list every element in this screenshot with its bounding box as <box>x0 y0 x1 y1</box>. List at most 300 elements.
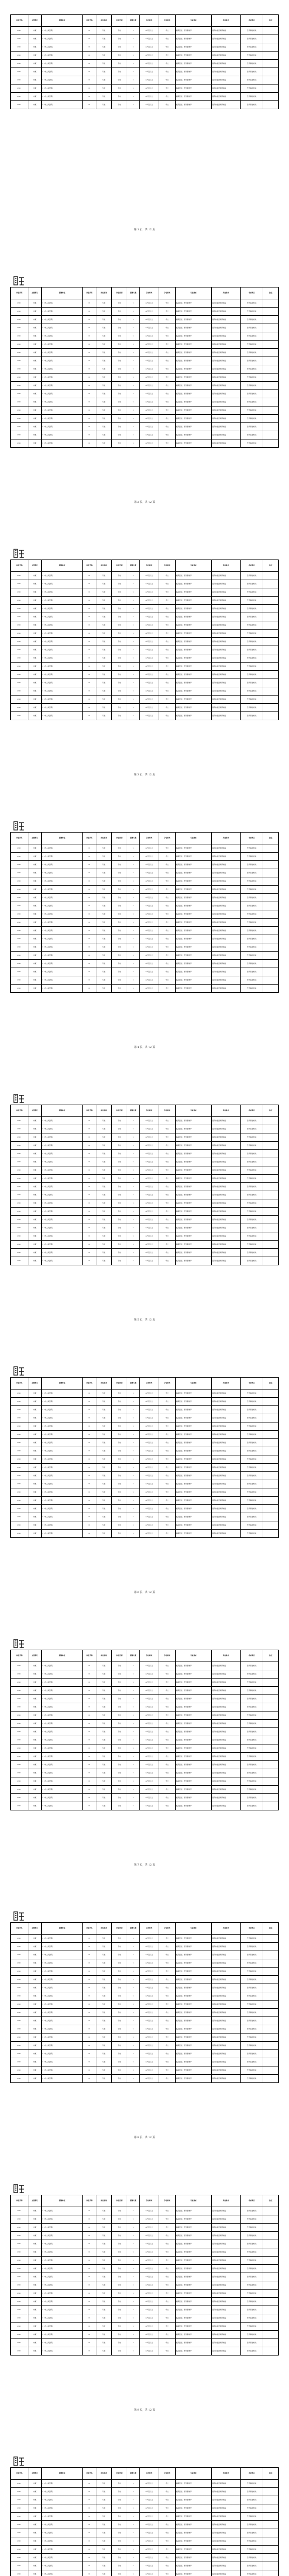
table-cell: 市属 <box>28 2537 42 2546</box>
table-cell <box>263 2215 279 2224</box>
column-header: 主管部门 <box>28 287 42 299</box>
table-cell: 2021 <box>11 1521 28 1530</box>
table-cell: 2021 <box>11 2207 28 2215</box>
table-cell: 学士 <box>159 935 176 943</box>
table-cell: 2021 <box>11 960 28 968</box>
column-header: 备注 <box>263 2468 279 2480</box>
table-cell: 学士 <box>159 1968 176 1976</box>
table-cell: 01 <box>83 27 96 35</box>
column-header: 单位代码 <box>11 1378 28 1389</box>
table-cell: 临床医学、医学影像学 <box>176 2537 212 2546</box>
table-row <box>11 613 279 621</box>
table-cell: 学士 <box>159 1959 176 1968</box>
table-cell <box>263 2546 279 2554</box>
table-row <box>11 2281 279 2290</box>
table-cell: 本科及以上 <box>140 1703 159 1711</box>
table-cell: 临床医学、医学影像学 <box>176 1976 212 1984</box>
table-cell: 01 <box>83 431 96 439</box>
table-cell: 2021 <box>11 2025 28 2033</box>
table-cell: 具有执业医师资格证 <box>212 2257 241 2265</box>
table-cell: 医学基础知识 <box>241 439 263 448</box>
table-cell: 临床医学、医学影像学 <box>176 1662 212 1670</box>
table-cell: 临床医学、医学影像学 <box>176 2240 212 2248</box>
table-cell: 具有执业医师资格证 <box>212 316 241 324</box>
table-cell: 专技 <box>96 1117 112 1125</box>
table-cell: 临床医学、医学影像学 <box>176 76 212 84</box>
table-cell: 2021 <box>11 2257 28 2265</box>
table-cell: 临床医学、医学影像学 <box>176 1968 212 1976</box>
table-cell: 2021 <box>11 2232 28 2240</box>
table-cell: 学士 <box>159 1943 176 1951</box>
table-cell <box>263 76 279 84</box>
table-cell: 1 <box>127 2042 140 2050</box>
table-cell: 学士 <box>159 712 176 720</box>
table-cell: 医学基础知识 <box>241 341 263 349</box>
table-cell: 医学基础知识 <box>241 2331 263 2339</box>
table-cell: 专技 <box>112 2570 127 2576</box>
table-cell: 1 <box>127 60 140 68</box>
column-header: 专业要求 <box>176 2468 212 2480</box>
table-cell: ××市人民医院 <box>42 919 83 927</box>
table-cell: ××市人民医院 <box>42 1744 83 1753</box>
table-cell: 学士 <box>159 398 176 406</box>
column-header: 单位代码 <box>11 15 28 27</box>
table-cell: 1 <box>127 886 140 894</box>
table-cell: 专技 <box>112 2066 127 2075</box>
table-cell: 市属 <box>28 1150 42 1158</box>
table-cell: 01 <box>83 2529 96 2537</box>
table-cell: 医学基础知识 <box>241 2537 263 2546</box>
table-cell: ××市人民医院 <box>42 101 83 109</box>
table-cell: 01 <box>83 60 96 68</box>
table-cell: 2021 <box>11 1175 28 1183</box>
table-cell: ××市人民医院 <box>42 1472 83 1480</box>
table-cell: 2021 <box>11 1249 28 1257</box>
table-cell: 专技 <box>96 1943 112 1951</box>
table-cell: 本科及以上 <box>140 1505 159 1513</box>
table-cell: 2021 <box>11 943 28 952</box>
column-header: 单位代码 <box>11 2468 28 2480</box>
table-cell: 专技 <box>96 2488 112 2496</box>
table-cell: 学士 <box>159 2066 176 2075</box>
table-cell: 本科及以上 <box>140 943 159 952</box>
table-row <box>11 687 279 696</box>
table-cell: 临床医学、医学影像学 <box>176 1777 212 1786</box>
table-cell: 专技 <box>96 1241 112 1249</box>
table-cell: 本科及以上 <box>140 1984 159 1992</box>
table-cell: 具有执业医师资格证 <box>212 365 241 374</box>
table-cell: ××市人民医院 <box>42 423 83 431</box>
table-cell: 1 <box>127 976 140 985</box>
table-cell: 临床医学、医学影像学 <box>176 1488 212 1497</box>
table-cell: 专技 <box>96 1431 112 1439</box>
table-cell: 01 <box>83 2001 96 2009</box>
table-row <box>11 1472 279 1480</box>
table-header-row <box>11 1650 279 1662</box>
table-cell <box>263 861 279 869</box>
table-cell: 临床医学、医学影像学 <box>176 1199 212 1208</box>
column-header: 招聘单位 <box>42 1650 83 1662</box>
table-cell: 医学基础知识 <box>241 1216 263 1224</box>
table-row <box>11 1992 279 2001</box>
table-cell: 本科及以上 <box>140 1968 159 1976</box>
table-header-row <box>11 2468 279 2480</box>
column-header: 岗位类别 <box>112 1650 127 1662</box>
table-cell: ××市人民医院 <box>42 357 83 365</box>
table-cell <box>263 2240 279 2248</box>
table-row <box>11 406 279 415</box>
table-cell: 临床医学、医学影像学 <box>176 1241 212 1249</box>
table-cell: 本科及以上 <box>140 1191 159 1199</box>
table-cell: 临床医学、医学影像学 <box>176 1183 212 1191</box>
table-cell: ××市人民医院 <box>42 27 83 35</box>
table-cell: 专技 <box>112 2017 127 2025</box>
table-cell: 1 <box>127 2273 140 2281</box>
table-cell: ××市人民医院 <box>42 1753 83 1761</box>
table-cell: 医学基础知识 <box>241 1414 263 1422</box>
table-cell: 医学基础知识 <box>241 1439 263 1447</box>
table-cell: 临床医学、医学影像学 <box>176 1191 212 1199</box>
column-header: 其他条件 <box>212 1378 241 1389</box>
table-cell: 临床医学、医学影像学 <box>176 332 212 341</box>
table-row <box>11 382 279 390</box>
table-cell: 01 <box>83 341 96 349</box>
table-cell: 2021 <box>11 1786 28 1794</box>
table-cell: 01 <box>83 1794 96 1802</box>
column-header: 岗位代码 <box>83 1650 96 1662</box>
table-cell: 医学基础知识 <box>241 27 263 35</box>
table-cell: 学士 <box>159 324 176 332</box>
table-cell: 学士 <box>159 2058 176 2066</box>
column-header: 岗位名称 <box>96 1378 112 1389</box>
column-header: 主管部门 <box>28 2468 42 2480</box>
table-cell: 1 <box>127 679 140 687</box>
table-cell: 专技 <box>96 324 112 332</box>
table-cell: 专技 <box>112 2546 127 2554</box>
table-cell: ××市人民医院 <box>42 2513 83 2521</box>
table-cell <box>263 1389 279 1398</box>
table-cell: 市属 <box>28 1992 42 2001</box>
table-cell: 01 <box>83 1414 96 1422</box>
table-cell <box>263 1943 279 1951</box>
table-cell: 2021 <box>11 1464 28 1472</box>
table-cell: 1 <box>127 2570 140 2576</box>
table-cell: 临床医学、医学影像学 <box>176 1753 212 1761</box>
table-cell: 医学基础知识 <box>241 869 263 877</box>
table-cell: 市属 <box>28 1422 42 1431</box>
table-cell: ××市人民医院 <box>42 1166 83 1175</box>
table-cell: ××市人民医院 <box>42 308 83 316</box>
table-cell: 专技 <box>112 1670 127 1679</box>
table-cell <box>263 390 279 398</box>
table-cell: 1 <box>127 1744 140 1753</box>
table-cell: 01 <box>83 2496 96 2504</box>
table-cell: 医学基础知识 <box>241 2562 263 2570</box>
table-cell: 市属 <box>28 2496 42 2504</box>
table-row <box>11 952 279 960</box>
table-cell: 本科及以上 <box>140 1422 159 1431</box>
table-cell: 01 <box>83 696 96 704</box>
table-cell: 临床医学、医学影像学 <box>176 1414 212 1422</box>
column-header: 学位要求 <box>159 1650 176 1662</box>
table-cell: 学士 <box>159 349 176 357</box>
table-cell: 临床医学、医学影像学 <box>176 2001 212 2009</box>
table-cell: 市属 <box>28 2207 42 2215</box>
table-cell: 01 <box>83 1505 96 1513</box>
table-cell: 临床医学、医学影像学 <box>176 985 212 993</box>
table-cell: 医学基础知识 <box>241 299 263 308</box>
table-cell: ××市人民医院 <box>42 2009 83 2017</box>
table-cell: 市属 <box>28 1142 42 1150</box>
table-cell: 专技 <box>112 2290 127 2298</box>
column-header: 岗位名称 <box>96 833 112 844</box>
table-cell: 市属 <box>28 2504 42 2513</box>
table-cell: 本科及以上 <box>140 2066 159 2075</box>
table-cell: 专技 <box>96 679 112 687</box>
recruitment-table <box>10 560 279 720</box>
table-cell: 1 <box>127 1794 140 1802</box>
table-row <box>11 374 279 382</box>
table-cell: 01 <box>83 1439 96 1447</box>
column-header: 主管部门 <box>28 1650 42 1662</box>
table-cell: 医学基础知识 <box>241 853 263 861</box>
table-cell: 专技 <box>112 712 127 720</box>
table-cell: 专技 <box>112 439 127 448</box>
table-cell: 医学基础知识 <box>241 919 263 927</box>
table-cell: 01 <box>83 2273 96 2281</box>
table-cell: ××市人民医院 <box>42 332 83 341</box>
table-cell: 01 <box>83 580 96 588</box>
table-cell: 市属 <box>28 1736 42 1744</box>
table-cell: 01 <box>83 332 96 341</box>
table-cell: 医学基础知识 <box>241 374 263 382</box>
table-cell: 01 <box>83 960 96 968</box>
table-cell: 具有执业医师资格证 <box>212 1513 241 1521</box>
table-cell: 临床医学、医学影像学 <box>176 1166 212 1175</box>
table-cell: 临床医学、医学影像学 <box>176 2290 212 2298</box>
table-cell: 专技 <box>112 1406 127 1414</box>
table-cell: 专技 <box>96 605 112 613</box>
table-cell: 1 <box>127 1728 140 1736</box>
table-cell: 2021 <box>11 1216 28 1224</box>
table-cell: 专技 <box>96 332 112 341</box>
table-cell: 1 <box>127 68 140 76</box>
table-cell: 具有执业医师资格证 <box>212 1241 241 1249</box>
table-row <box>11 324 279 332</box>
table-cell: 具有执业医师资格证 <box>212 985 241 993</box>
table-cell: 01 <box>83 2314 96 2323</box>
document-page <box>0 1635 289 1908</box>
table-cell: 临床医学、医学影像学 <box>176 349 212 357</box>
table-cell: 01 <box>83 704 96 712</box>
table-row <box>11 2257 279 2265</box>
table-cell: 本科及以上 <box>140 1414 159 1422</box>
table-cell: 本科及以上 <box>140 431 159 439</box>
table-cell: 具有执业医师资格证 <box>212 572 241 580</box>
table-row <box>11 415 279 423</box>
table-cell: 本科及以上 <box>140 2323 159 2331</box>
table-cell: 专技 <box>96 663 112 671</box>
table-cell: 市属 <box>28 572 42 580</box>
table-cell: 1 <box>127 2240 140 2248</box>
table-cell <box>263 1480 279 1488</box>
table-cell: 2021 <box>11 861 28 869</box>
table-cell: 具有执业医师资格证 <box>212 2058 241 2066</box>
table-cell: 本科及以上 <box>140 2513 159 2521</box>
table-cell: 学士 <box>159 844 176 853</box>
table-cell: 临床医学、医学影像学 <box>176 902 212 910</box>
table-cell <box>263 415 279 423</box>
table-cell: 市属 <box>28 2257 42 2265</box>
table-cell: 1 <box>127 1984 140 1992</box>
table-cell: ××市人民医院 <box>42 1389 83 1398</box>
table-cell: 专技 <box>112 654 127 663</box>
table-row <box>11 1497 279 1505</box>
table-cell: 具有执业医师资格证 <box>212 952 241 960</box>
table-cell: 学士 <box>159 1191 176 1199</box>
table-cell: 学士 <box>159 2033 176 2042</box>
table-cell <box>263 704 279 712</box>
table-cell: 专技 <box>96 357 112 365</box>
table-cell: 学士 <box>159 2554 176 2562</box>
table-cell: 医学基础知识 <box>241 1464 263 1472</box>
table-cell: 学士 <box>159 1455 176 1464</box>
table-cell: 本科及以上 <box>140 1480 159 1488</box>
table-cell: 1 <box>127 952 140 960</box>
column-header: 招聘单位 <box>42 287 83 299</box>
table-cell: 市属 <box>28 2570 42 2576</box>
table-cell: 市属 <box>28 76 42 84</box>
table-cell: ××市人民医院 <box>42 976 83 985</box>
table-cell: 市属 <box>28 316 42 324</box>
table-cell: 医学基础知识 <box>241 704 263 712</box>
table-cell: 学士 <box>159 2240 176 2248</box>
table-cell: ××市人民医院 <box>42 1464 83 1472</box>
table-cell: 2021 <box>11 1992 28 2001</box>
column-header: 考试科目 <box>241 560 263 572</box>
table-cell: 医学基础知识 <box>241 2323 263 2331</box>
table-cell: 1 <box>127 1968 140 1976</box>
table-cell: 医学基础知识 <box>241 877 263 886</box>
table-cell <box>263 52 279 60</box>
table-cell: 2021 <box>11 1447 28 1455</box>
column-header: 学历要求 <box>140 833 159 844</box>
table-cell: ××市人民医院 <box>42 927 83 935</box>
logo-icon <box>12 821 26 831</box>
table-row <box>11 2546 279 2554</box>
table-cell: ××市人民医院 <box>42 1414 83 1422</box>
table-row <box>11 2001 279 2009</box>
table-cell: 市属 <box>28 1216 42 1224</box>
table-cell: 2021 <box>11 902 28 910</box>
table-cell: 专技 <box>96 1744 112 1753</box>
table-cell: 2021 <box>11 406 28 415</box>
table-cell: 学士 <box>159 1257 176 1265</box>
table-cell: 2021 <box>11 324 28 332</box>
table-cell: 医学基础知识 <box>241 2546 263 2554</box>
column-header: 备注 <box>263 1105 279 1117</box>
table-cell: 本科及以上 <box>140 1497 159 1505</box>
table-cell: 1 <box>127 2265 140 2273</box>
table-cell: 专技 <box>96 1480 112 1488</box>
table-cell: 专技 <box>112 1447 127 1455</box>
table-cell: 学士 <box>159 687 176 696</box>
table-cell: 专技 <box>96 349 112 357</box>
table-cell: 01 <box>83 861 96 869</box>
table-row <box>11 439 279 448</box>
table-cell: 临床医学、医学影像学 <box>176 2488 212 2496</box>
table-cell: 医学基础知识 <box>241 1191 263 1199</box>
table-cell: 学士 <box>159 2001 176 2009</box>
table-cell: 1 <box>127 687 140 696</box>
table-cell: 1 <box>127 580 140 588</box>
table-cell: 01 <box>83 1406 96 1414</box>
table-cell: 具有执业医师资格证 <box>212 1464 241 1472</box>
table-cell: 学士 <box>159 2265 176 2273</box>
table-cell: 专技 <box>96 2480 112 2488</box>
table-cell: 医学基础知识 <box>241 671 263 679</box>
table-cell: 学士 <box>159 1513 176 1521</box>
table-cell: 具有执业医师资格证 <box>212 1794 241 1802</box>
table-cell: 1 <box>127 332 140 341</box>
table-cell: 具有执业医师资格证 <box>212 968 241 976</box>
table-cell: 本科及以上 <box>140 68 159 76</box>
table-cell: 市属 <box>28 1695 42 1703</box>
column-header: 专业要求 <box>176 287 212 299</box>
table-cell: 2021 <box>11 308 28 316</box>
table-cell: 1 <box>127 844 140 853</box>
table-cell: 2021 <box>11 2058 28 2066</box>
document-page <box>0 2180 289 2453</box>
table-cell: 专技 <box>112 1728 127 1736</box>
table-cell: ××市人民医院 <box>42 1513 83 1521</box>
table-cell <box>263 1959 279 1968</box>
table-cell: 学士 <box>159 613 176 621</box>
table-cell: 专技 <box>112 2537 127 2546</box>
table-cell: 具有执业医师资格证 <box>212 398 241 406</box>
table-cell: ××市人民医院 <box>42 1224 83 1232</box>
table-cell: 01 <box>83 630 96 638</box>
column-header: 考试科目 <box>241 15 263 27</box>
table-cell: 具有执业医师资格证 <box>212 1695 241 1703</box>
table-cell: 2021 <box>11 1431 28 1439</box>
table-cell: 医学基础知识 <box>241 308 263 316</box>
table-cell: 学士 <box>159 341 176 349</box>
table-cell: 01 <box>83 1472 96 1480</box>
table-cell: 学士 <box>159 2075 176 2083</box>
column-header: 学历要求 <box>140 15 159 27</box>
table-cell: 专技 <box>112 886 127 894</box>
table-cell: 1 <box>127 2207 140 2215</box>
table-row <box>11 597 279 605</box>
table-cell: ××市人民医院 <box>42 2058 83 2066</box>
column-header: 专业要求 <box>176 1923 212 1935</box>
table-row <box>11 2347 279 2355</box>
column-header: 岗位名称 <box>96 1650 112 1662</box>
table-cell: 2021 <box>11 1191 28 1199</box>
column-header: 单位代码 <box>11 1923 28 1935</box>
table-row <box>11 2306 279 2314</box>
table-cell: 市属 <box>28 2290 42 2298</box>
table-cell: 市属 <box>28 1191 42 1199</box>
table-cell: 专技 <box>112 1769 127 1777</box>
table-cell: 市属 <box>28 712 42 720</box>
table-cell: 专技 <box>96 894 112 902</box>
table-cell: 专技 <box>112 943 127 952</box>
table-cell: 临床医学、医学影像学 <box>176 869 212 877</box>
table-cell: 专技 <box>112 76 127 84</box>
table-row <box>11 1191 279 1199</box>
